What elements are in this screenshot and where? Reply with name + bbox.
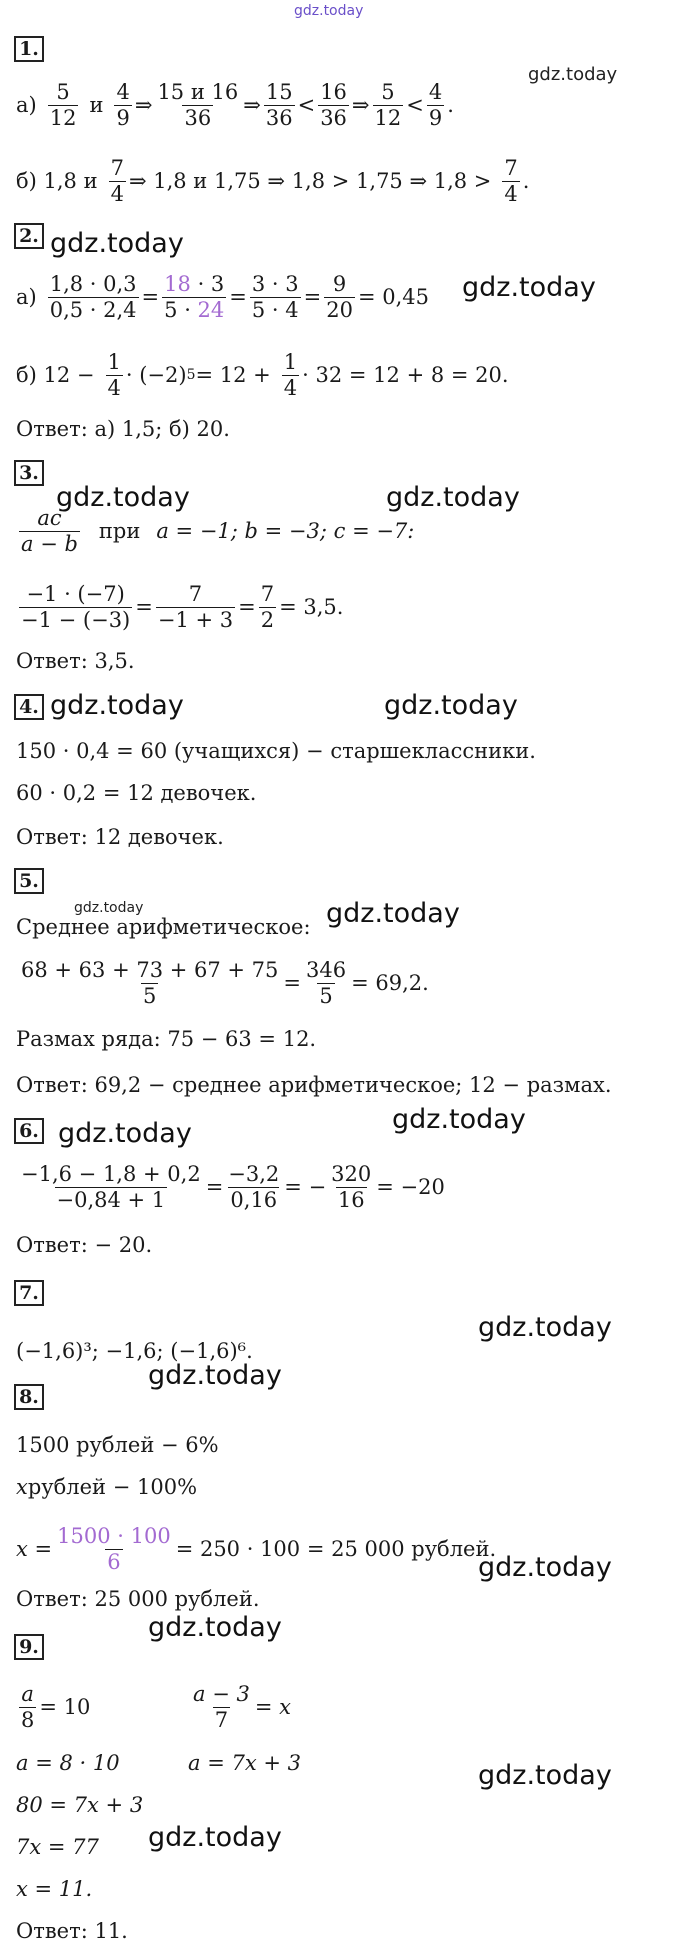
watermark: gdz.today xyxy=(56,482,190,513)
p3-calc: $\frac{-1 \cdot (-7)}{-1 - (-3)}$ = $\frac{7}{-1 + 3}$ = $\frac{7}{2}$ = 3,5. xyxy=(21,582,344,632)
watermark: gdz.today xyxy=(386,482,520,513)
p1-line-a: а) $\frac{5}{12}$ и $\frac{4}{9}$ ⇒ $\frac{15 и 16}{36}$ ⇒ $\frac{15}{36}$ < $\frac{16}{36}$ ⇒ $\frac{5}{12}$ < $\frac{4}{9}$ . xyxy=(16,80,454,130)
fraction: $\frac{346}{5}$ xyxy=(306,958,347,1008)
watermark: gdz.today xyxy=(148,1612,282,1643)
fraction: $\frac{5}{12}$ xyxy=(374,80,402,130)
p3-answer: Ответ: 3,5. xyxy=(16,649,135,673)
fraction: $\frac{7}{2}$ xyxy=(260,582,275,632)
fraction: $\frac{7}{4}$ xyxy=(504,156,518,206)
problem-5-number: 5. xyxy=(14,868,44,894)
p5-answer: Ответ: 69,2 − среднее арифметическое; 12 − размах. xyxy=(16,1073,612,1097)
p1-line-b: б) 1,8 и $\frac{7}{4}$ ⇒ 1,8 и 1,75 ⇒ 1,8 > 1,75 ⇒ 1,8 > $\frac{7}{4}$ . xyxy=(16,156,530,206)
watermark: gdz.today xyxy=(58,1118,192,1149)
fraction: $\frac{15 и 16}{36}$ xyxy=(157,80,239,130)
problem-7-number: 7. xyxy=(14,1280,44,1306)
fraction: $\frac{15}{36}$ xyxy=(265,80,293,130)
p4-answer: Ответ: 12 девочек. xyxy=(16,825,224,849)
watermark: gdz.today xyxy=(74,900,144,916)
p5-calc: $\frac{68 + 63 + 73 + 67 + 75}{5}$ = $\frac{346}{5}$ = 69,2. xyxy=(21,958,429,1008)
watermark: gdz.today xyxy=(462,272,596,303)
fraction: $\frac{16}{36}$ xyxy=(320,80,347,130)
watermark: gdz.today xyxy=(148,1360,282,1391)
p8-answer: Ответ: 25 000 рублей. xyxy=(16,1587,260,1611)
fraction: $\frac{4}{9}$ xyxy=(428,80,443,130)
top-watermark: gdz.today xyxy=(294,3,364,19)
p9-row1-right: $\frac{a - 3}{7}$ = x xyxy=(193,1682,291,1732)
p6-calc: $\frac{-1,6 - 1,8 + 0,2}{-0,84 + 1}$ = $\frac{-3,2}{0,16}$ = − $\frac{320}{16}$ = −20 xyxy=(21,1162,445,1212)
p9-row2-left: a = 8 · 10 xyxy=(16,1751,120,1775)
implies-icon: ⇒ xyxy=(243,93,261,117)
p9-row3: 80 = 7x + 3 xyxy=(16,1793,144,1817)
p3-condition: $\frac{ac}{a - b}$ при a = −1; b = −3; c = −7: xyxy=(21,506,415,556)
p5-range: Размах ряда: 75 − 63 = 12. xyxy=(16,1027,317,1051)
fraction: $\frac{320}{16}$ xyxy=(331,1162,372,1212)
watermark: gdz.today xyxy=(384,690,518,721)
fraction: $\frac{4}{9}$ xyxy=(116,80,130,130)
fraction-highlighted: $\frac{18 \cdot 3}{5 \cdot 24}$ xyxy=(164,272,225,322)
fraction-highlighted: $\frac{1500 \cdot 100}{6}$ xyxy=(57,1524,171,1574)
p2-line-b: б) 12 − $\frac{1}{4}$ · (−2) 5 = 12 + $\frac{1}{4}$ · 32 = 12 + 8 = 20. xyxy=(16,350,509,400)
p6-answer: Ответ: − 20. xyxy=(16,1233,153,1257)
p9-answer: Ответ: 11. xyxy=(16,1919,128,1943)
watermark: gdz.today xyxy=(326,898,460,929)
fraction: $\frac{7}{-1 + 3}$ xyxy=(157,582,234,632)
fraction: $\frac{7}{4}$ xyxy=(110,156,124,206)
fraction: $\frac{3 \cdot 3}{5 \cdot 4}$ xyxy=(251,272,299,322)
fraction: $\frac{-3,2}{0,16}$ xyxy=(228,1162,280,1212)
implies-icon: ⇒ xyxy=(134,93,153,117)
p8-line2: x рублей − 100% xyxy=(16,1475,198,1499)
p9-row5: x = 11. xyxy=(16,1877,93,1901)
watermark: gdz.today xyxy=(392,1104,526,1135)
fraction: $\frac{5}{12}$ xyxy=(49,80,77,130)
watermark: gdz.today xyxy=(528,64,618,85)
p2-answer: Ответ: а) 1,5; б) 20. xyxy=(16,417,230,441)
p8-calc: x = $\frac{1500 \cdot 100}{6}$ = 250 · 100 = 25 000 рублей. xyxy=(16,1524,497,1574)
fraction: $\frac{68 + 63 + 73 + 67 + 75}{5}$ xyxy=(21,958,279,1008)
watermark: gdz.today xyxy=(478,1552,612,1583)
p9-row4: 7x = 77 xyxy=(16,1835,99,1859)
fraction: $\frac{1,8 \cdot 0,3}{0,5 \cdot 2,4}$ xyxy=(49,272,137,322)
p9-row1: $\frac{a}{8}$ = 10 xyxy=(21,1682,91,1732)
problem-2-number: 2. xyxy=(14,223,44,249)
fraction: $\frac{a}{8}$ xyxy=(21,1682,35,1732)
fraction: $\frac{-1,6 - 1,8 + 0,2}{-0,84 + 1}$ xyxy=(21,1162,201,1212)
problem-8-number: 8. xyxy=(14,1384,44,1410)
watermark: gdz.today xyxy=(478,1312,612,1343)
watermark: gdz.today xyxy=(148,1822,282,1853)
fraction: $\frac{a - 3}{7}$ xyxy=(193,1682,250,1732)
problem-1-number: 1. xyxy=(14,36,44,62)
implies-icon: ⇒ xyxy=(351,93,370,117)
p7-line: (−1,6)³; −1,6; (−1,6)⁶. xyxy=(16,1339,253,1363)
p4-line1: 150 · 0,4 = 60 (учащихся) − старшеклассники. xyxy=(16,739,536,763)
watermark: gdz.today xyxy=(478,1760,612,1791)
fraction: $\frac{-1 \cdot (-7)}{-1 - (-3)}$ xyxy=(21,582,131,632)
p2-line-a: а) $\frac{1,8 \cdot 0,3}{0,5 \cdot 2,4}$ = $\frac{18 \cdot 3}{5 \cdot 24}$ = $\frac{3 \cdot 3}{5 \cdot 4}$ = $\frac{9}{20}$ = 0,45 xyxy=(16,272,430,322)
problem-9-number: 9. xyxy=(14,1634,44,1660)
p5-label: Среднее арифметическое: xyxy=(16,915,311,939)
p4-line2: 60 · 0,2 = 12 девочек. xyxy=(16,781,257,805)
watermark: gdz.today xyxy=(50,228,184,259)
fraction: $\frac{9}{20}$ xyxy=(326,272,353,322)
problem-3-number: 3. xyxy=(14,460,44,486)
p9-row2-right: a = 7x + 3 xyxy=(188,1751,301,1775)
p8-line1: 1500 рублей − 6% xyxy=(16,1433,219,1457)
watermark: gdz.today xyxy=(50,690,184,721)
fraction: $\frac{ac}{a - b}$ xyxy=(21,506,78,556)
problem-6-number: 6. xyxy=(14,1118,44,1144)
fraction: $\frac{1}{4}$ xyxy=(283,350,298,400)
problem-4-number: 4. xyxy=(14,694,44,720)
fraction: $\frac{1}{4}$ xyxy=(107,350,121,400)
